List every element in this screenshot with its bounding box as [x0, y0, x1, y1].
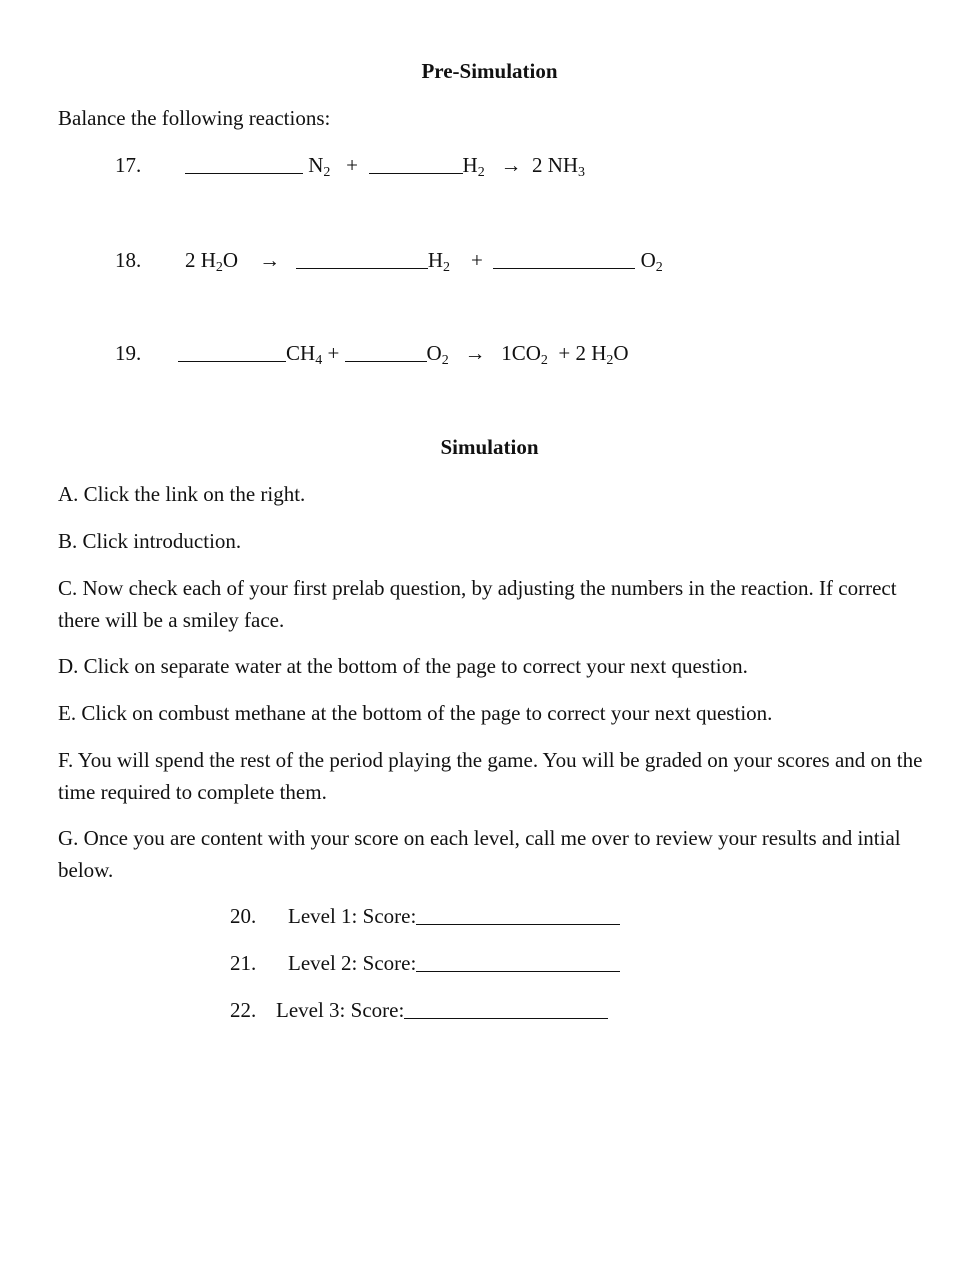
level-3-number: 22.: [230, 998, 257, 1022]
step-f: F. You will spend the rest of the period playing the game. You will be graded on your scores and on the time required to complete them.: [58, 748, 923, 804]
step-b: B. Click introduction.: [58, 529, 242, 553]
q19-o2-coefficient-blank[interactable]: [345, 343, 427, 362]
level-2-score-blank[interactable]: [416, 953, 620, 972]
question-17-number: 17.: [115, 153, 142, 177]
step-c: C. Now check each of your first prelab question, by adjusting the numbers in the reaction. If correct there will be a smiley face.: [58, 576, 897, 632]
question-19-equation: $CH_4 + O_2$ → $1CO_2 + 2$ $H_2O$: [178, 343, 629, 364]
step-d: D. Click on separate water at the bottom of the page to correct your next question.: [58, 654, 748, 678]
level-3-score-row: Level 3: Score:: [276, 1000, 608, 1021]
step-a: A. Click the link on the right.: [58, 482, 306, 506]
question-18-equation: 2 $H_2O$ → $H_2$ + $O_2$: [185, 248, 663, 275]
level-2-score-row: Level 2: Score:: [288, 953, 620, 974]
question-17-equation: $N_2$ + $H_2$ → 2 $NH_3$: [185, 155, 585, 176]
level-1-number: 20.: [230, 904, 257, 928]
level-3-score-blank[interactable]: [404, 1000, 608, 1019]
q18-o2-coefficient-blank[interactable]: [493, 250, 635, 269]
q17-n2-coefficient-blank[interactable]: [185, 155, 303, 174]
q19-ch4-coefficient-blank[interactable]: [178, 343, 286, 362]
step-g: G. Once you are content with your score on each level, call me over to review your results and intial below.: [58, 826, 901, 882]
question-19-number: 19.: [115, 341, 142, 365]
step-e: E. Click on combust methane at the bottom of the page to correct your next question.: [58, 701, 773, 725]
level-1-score-row: Level 1: Score:: [288, 906, 620, 927]
level-2-number: 21.: [230, 951, 257, 975]
balance-instruction: Balance the following reactions:: [58, 106, 331, 130]
simulation-title: Simulation: [440, 435, 539, 459]
pre-simulation-title: Pre-Simulation: [421, 59, 558, 83]
q18-h2-coefficient-blank[interactable]: [296, 250, 428, 269]
level-1-score-blank[interactable]: [416, 906, 620, 925]
question-18-number: 18.: [115, 248, 142, 272]
q17-h2-coefficient-blank[interactable]: [369, 155, 463, 174]
